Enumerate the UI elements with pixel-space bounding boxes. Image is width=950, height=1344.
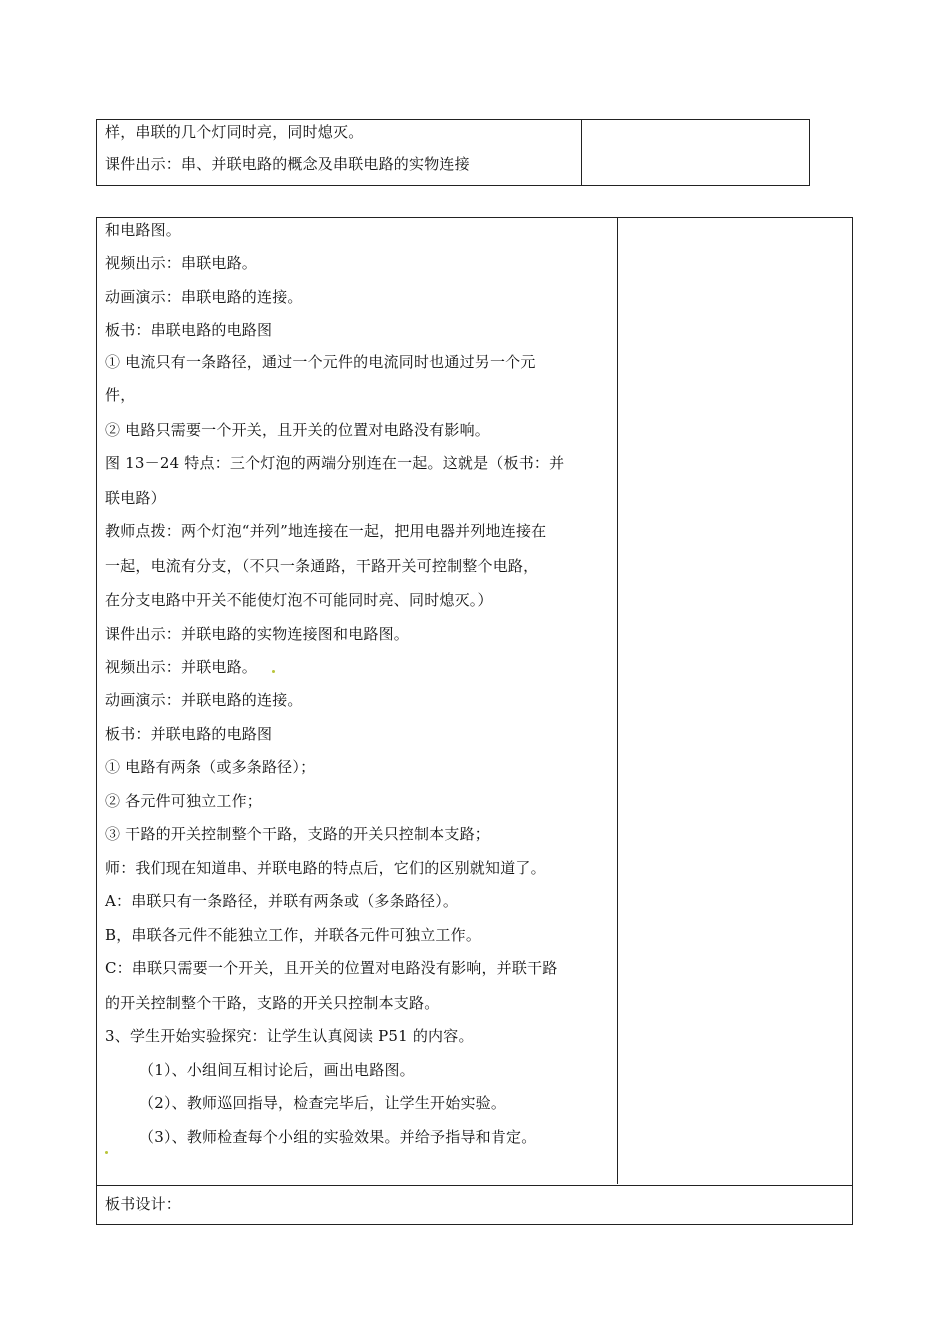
step-item: （2）、教师巡回指导，检查完毕后，让学生开始实验。: [139, 1094, 507, 1112]
stray-mark: [272, 670, 275, 673]
text-line: 课件出示：串、并联电路的概念及串联电路的实物连接: [105, 155, 470, 173]
text-line: 视频出示：并联电路。: [105, 658, 258, 676]
text-line: A：串联只有一条路径，并联有两条或（多条路径）。: [105, 892, 459, 910]
board-design-label: 板书设计：: [105, 1195, 182, 1213]
text-line: 图 13－24 特点：三个灯泡的两端分别连在一起。这就是（板书：并: [105, 454, 565, 472]
text-line: ① 电流只有一条路径，通过一个元件的电流同时也通过另一个元: [105, 353, 536, 371]
text-line: 的开关控制整个干路，支路的开关只控制本支路。: [105, 994, 440, 1012]
text-line: 件，: [105, 386, 136, 404]
text-line: 和电路图。: [105, 221, 182, 239]
table-main: [96, 217, 853, 1225]
text-line: 教师点拨：两个灯泡“并列”地连接在一起，把用电器并列地连接在: [105, 522, 547, 540]
table-divider: [581, 120, 582, 185]
step-item: （3）、教师检查每个小组的实验效果。并给予指导和肯定。: [139, 1128, 537, 1146]
text-line: 视频出示：串联电路。: [105, 254, 258, 272]
table-top: [96, 119, 810, 186]
table-divider: [617, 218, 618, 1184]
text-line: 板书：并联电路的电路图: [105, 725, 273, 743]
text-line: B，串联各元件不能独立工作，并联各元件可独立工作。: [105, 926, 482, 944]
text-line: ② 电路只需要一个开关，且开关的位置对电路没有影响。: [105, 421, 490, 439]
text-line: ① 电路有两条（或多条路径）；: [105, 758, 316, 776]
text-line: 动画演示：串联电路的连接。: [105, 288, 303, 306]
text-line: 联电路）: [105, 489, 166, 507]
text-line: ③ 干路的开关控制整个干路，支路的开关只控制本支路；: [105, 825, 490, 843]
text-line: 3、学生开始实验探究：让学生认真阅读 P51 的内容。: [105, 1027, 474, 1045]
table-row-divider: [97, 1185, 852, 1186]
text-line: 在分支电路中开关不能使灯泡不可能同时亮、同时熄灭。）: [105, 591, 493, 609]
text-line: 课件出示：并联电路的实物连接图和电路图。: [105, 625, 410, 643]
text-line: 板书：串联电路的电路图: [105, 321, 273, 339]
text-line: 一起，电流有分支，（不只一条通路，干路开关可控制整个电路，: [105, 557, 539, 575]
text-line: 动画演示：并联电路的连接。: [105, 691, 303, 709]
text-line: C：串联只需要一个开关，且开关的位置对电路没有影响，并联干路: [105, 959, 558, 977]
text-line: ② 各元件可独立工作；: [105, 792, 262, 810]
step-item: （1）、小组间互相讨论后，画出电路图。: [139, 1061, 415, 1079]
stray-mark: [105, 1151, 108, 1154]
text-line: 样，串联的几个灯同时亮，同时熄灭。: [105, 123, 364, 141]
text-line: 师：我们现在知道串、并联电路的特点后，它们的区别就知道了。: [105, 859, 546, 877]
